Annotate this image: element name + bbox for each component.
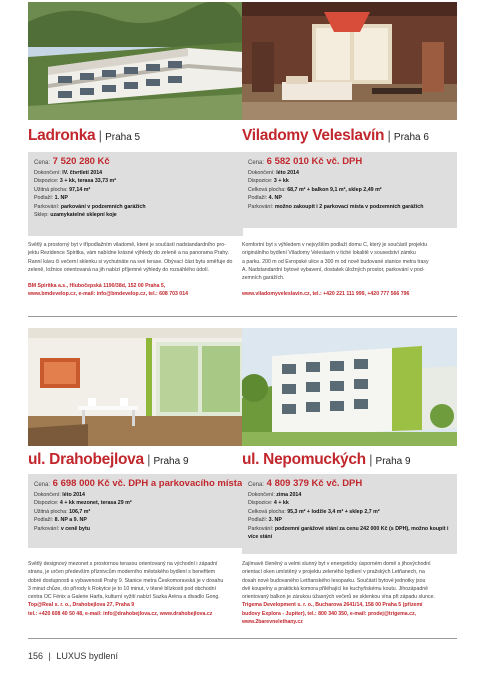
contact-address: BM Spiritka a.s., Hlubočepská 1190/38d, 152 00 Praha 5, — [28, 283, 166, 290]
contact-web[interactable]: www.2barevnelethany.cz — [242, 619, 303, 626]
contact-web[interactable]: www.viladomyveleslavin.cz, tel.: +420 221 111 999, +420 777 566 796 — [242, 291, 410, 298]
listing-description: Zajímavě členěný a velmi slunný byt v energeticky úsporném domě s jihovýchodní orientací oken umístěný v projektu zeleného bydlení v pražských Letňanech, na dosah nové budovaného Letňanského lesoparku. Součástí bytové jednotky jsou dvě koupelny a praktická komora přiléhající ke kuchyňskému koutu. Jihozápadně orientovaný balkon je zárukou úžasných večerů se sklenkou vína při západu slunce. Trigema Development s. r. o., Bucharova 2641/14, 158 00 Praha 5 (přízemí budovy Explora - Jupiter), tel.: 800 340 350, e-mail: prodej@trigema.cz, www.2barevnelethany.cz — [242, 560, 457, 626]
contact-web[interactable]: www.bmdevelop.cz, e-mail: info@bmdevelop.cz, tel.: 608 703 014 — [28, 291, 188, 298]
listing-location: Praha 6 — [393, 132, 429, 143]
feature-row: Dispozice: 3 + kk, terasa 33,73 m² — [34, 178, 117, 185]
listing-name: ul. Nepomuckých — [242, 451, 366, 468]
feature-row: Parkování: v ceně bytu — [34, 525, 90, 532]
footer-separator: | — [48, 651, 51, 661]
listing-description: Komfortní byt s výhledem v nejvyšším podlaží domu C, který je součástí projektu originálního bydlení Viladomy Veleslavín v tiché lokalitě v sousedství zámku a parku. 200 m od Evropské ulice a 300 m od nově budované stanice metra trasy A. Nadstandardní bytové vybavení, dostatek úložných prostor, parkování v pod- zemních garážích. www.viladomyveleslavin.cz, tel.: +420 221 111 999, +420 777 566 796 — [242, 241, 457, 299]
feature-row: Dokončení: zima 2014 — [248, 492, 302, 498]
feature-row: Užitná plocha: 106,7 m² — [34, 508, 91, 515]
listing-location: Praha 5 — [105, 132, 141, 143]
feature-row: Dispozice: 4 + kk — [248, 500, 289, 507]
photo-drahobejlova — [28, 328, 243, 446]
price: Cena: 6 582 010 Kč vč. DPH — [248, 156, 363, 167]
contact-address: Top@Real s. r. o., Drahobejlova 27, Praha 9 — [28, 602, 135, 609]
contact-address-2: budovy Explora - Jupiter), tel.: 800 340 350, e-mail: prodej@trigema.cz, — [242, 610, 416, 617]
listing-name: ul. Drahobejlova — [28, 451, 144, 468]
feature-row: Dokončení: léto 2014 — [248, 170, 299, 176]
feature-row: Dokončení: IV. čtvrtletí 2014 — [34, 170, 103, 176]
feature-row: Dispozice: 3 + kk — [248, 178, 289, 185]
listing-title: ul. Drahobejlova | Praha 9 — [28, 451, 189, 468]
feature-row: Celková plocha: 68,7 m² + balkon 9,1 m², sklep 2,49 m² — [248, 186, 382, 193]
listing-description: Světlý a prostorný byt v třípodlažním viladomě, které je součástí nadstandardního pro- jektu Rezidence Spiritka, vám nabídne krásné výhledy do zeleně a na panorama Prahy. Ranní kávu či večerní sklenku si vychutnáte na své terase. Obývací část bytu směřuje do zeleně, ložnice orientovaná na jih nabízí příjemné výhledy do rozsáhlého údolí. BM Spiritka a.s., Hlubočepská 1190/38d, 152 00 Praha 5, www.bmdevelop.cz, e-mail: info@bmdevelop.cz, tel.: 608 703 014 — [28, 241, 243, 299]
listing-info-box — [242, 474, 457, 554]
photo-veleslavin — [242, 2, 457, 120]
feature-row: Celková plocha: 95,3 m² + lodžie 3,4 m² + sklep 2,7 m² — [248, 508, 380, 515]
price: Cena: 4 809 379 Kč vč. DPH — [248, 478, 363, 489]
price: Cena: 6 698 000 Kč vč. DPH a parkovacího místa — [34, 478, 243, 489]
page-number: 156 — [28, 651, 44, 661]
listing-title: Ladronka | Praha 5 — [28, 127, 141, 144]
photo-ladronka — [28, 2, 243, 120]
feature-row: Sklep: uzamykatelné sklepní koje — [34, 212, 117, 219]
listing-title: ul. Nepomuckých | Praha 9 — [242, 451, 411, 468]
divider — [242, 316, 457, 317]
listing-name: Ladronka — [28, 127, 96, 144]
feature-row: Podlaží: 3. NP — [248, 517, 282, 524]
feature-row: Užitná plocha: 97,14 m² — [34, 186, 91, 193]
price: Cena: 7 520 280 Kč — [34, 156, 110, 167]
magazine-name: LUXUS bydlení — [56, 651, 118, 661]
listing-info-box — [242, 152, 457, 228]
feature-row: Podlaží: 4. NP — [248, 195, 282, 202]
listing-name: Viladomy Veleslavín — [242, 127, 385, 144]
photo-nepomuckych — [242, 328, 457, 446]
feature-row: Parkování: parkování v podzemních garážích — [34, 203, 146, 210]
listing-location: Praha 9 — [153, 456, 189, 467]
divider — [28, 638, 243, 639]
listing-info-box — [28, 152, 243, 236]
feature-row: Dokončení: léto 2014 — [34, 492, 85, 498]
listing-info-box — [28, 474, 243, 548]
listing-description: Světlý designový mezonet s prostornou terasou orientovaný na východní i západní stranu, je určen především příznivcům moderního městského bydlení s benefitem dobré dostupnosti a vybavenosti Prahy 9. Stanice metra Českomoravská je v dosahu 3 minut chůze, do přírody k Rokytce je to 10 minut, v těsné blízkosti pod obchodní centra OC Fénix a Galerie Harfa, kulturní vyžití nabízí Sazka Aréna a divadlo Gong. Top@Real s. r. o., Drahobejlova 27, Praha 9 tel.: +420 608 40 50 48, e-mail: info@drahobejlova.cz, www.drahobejlova.cz — [28, 560, 243, 618]
contact-address: Trigema Development s. r. o., Bucharova 2641/14, 158 00 Praha 5 (přízemí — [242, 602, 423, 609]
page-footer — [28, 651, 118, 661]
divider — [242, 638, 457, 639]
feature-row: Parkování: možno zakoupit i 2 parkovací místa v podzemních garážích — [248, 203, 424, 210]
listing-title: Viladomy Veleslavín | Praha 6 — [242, 127, 429, 144]
feature-row: Parkování: podzemní garážové stání za cenu 242 000 Kč (s DPH), možno koupit i více stání — [248, 525, 449, 541]
feature-row: Podlaží: 1. NP — [34, 195, 68, 202]
feature-row: Dispozice: 4 + kk mezonet, terasa 29 m² — [34, 500, 132, 507]
listing-location: Praha 9 — [375, 456, 411, 467]
feature-row: Podlaží: 8. NP a 9. NP — [34, 517, 87, 524]
contact-web[interactable]: tel.: +420 608 40 50 48, e-mail: info@drahobejlova.cz, www.drahobejlova.cz — [28, 610, 213, 617]
divider — [28, 316, 243, 317]
